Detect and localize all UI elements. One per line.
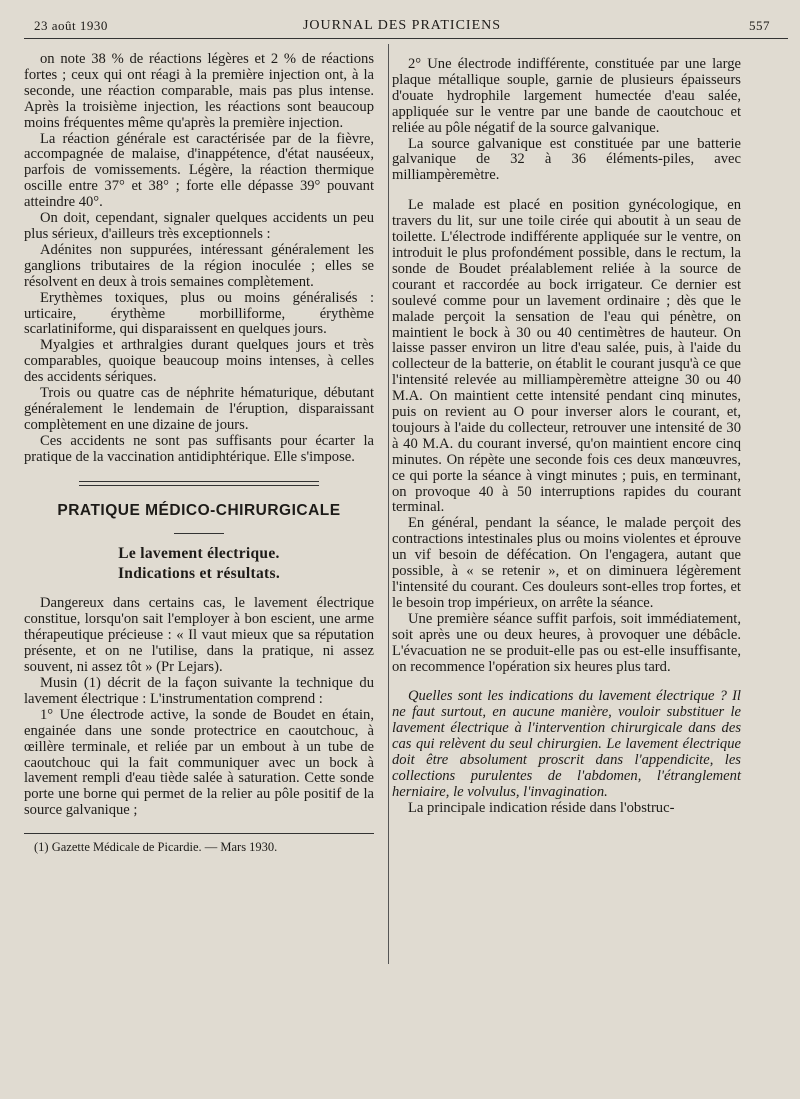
paragraph: 1° Une électrode active, la sonde de Boudet en étain, engainée dans une sonde protectrice en caoutchouc, à œillère terminale, et reliée par un embout à un tube de caoutchouc qui la fait communiquer avec un bock à lavement rempli d'eau tiède salée à saturation. Cette sonde porte une borne qui permet de la relier au pôle positif de la source galvanique ;	[24, 706, 374, 819]
page-number: 557	[749, 18, 770, 33]
header-rule	[24, 38, 788, 39]
indications-paragraph: Quelles sont les indications du lavement électrique ? Il ne faut surtout, en aucune manière, vouloir substituer le lavement électrique à l'intervention chirurgicale dans des cas qui relèvent du seul chirurgien. Le lavement électrique doit être absolument proscrit dans l'appendicite, les collections purulentes de l'abdomen, l'étranglement herniaire, le volvulus, l'invagination.	[392, 688, 741, 800]
right-column	[392, 57, 741, 817]
footnote: (1) Gazette Médicale de Picardie. — Mars 1930.	[34, 840, 278, 855]
paragraph: Le malade est placé en position gynécologique, en travers du lit, sur une toile cirée qui aboutit à un seau de toilette. L'électrode indifférente appliquée sur le ventre, on introduit le plus profondément possible, dans le rectum, la sonde de Boudet préalablement reliée à la source de courant et raccordée au bock irrigateur. Ce dernier est soulevé comme pour un lavement ordinaire ; dès que le malade perçoit la sensation de l'eau qui pénètre, on maintient le bock à 30 ou 40 centimètres de hauteur. On laisse passer environ un litre d'eau salée, puis, à l'aide du collecteur de la batterie, on établit le courant jusqu'à ce que l'intensité relevée au milliampèremètre atteigne 30 ou 40 M.A. On maintient cette intensité pendant cinq minutes, puis on revient au O pour inverser alors le courant, et, toujours à l'aide du collecteur, retrouver une intensité de 30 à 40 M.A. du courant inversé, qu'on maintient encore cinq minutes. On répète une seconde fois ces deux manœuvres, ce qui porte la séance à vingt minutes ; puis, en terminant, on provoque 40 à 50 interruptions rapides du courant terminal.	[392, 197, 741, 516]
section-divider	[79, 481, 319, 486]
article-title	[24, 544, 374, 584]
short-rule	[174, 533, 224, 534]
article-title-line1: Le lavement électrique.	[118, 545, 280, 563]
paragraph: Trois ou quatre cas de néphrite hématurique, débutant généralement le lendemain de l'éruption, disparaissant complètement en une dizaine de jours.	[24, 385, 374, 433]
paragraph: On doit, cependant, signaler quelques accidents un peu plus sérieux, d'ailleurs très exceptionnels :	[24, 210, 374, 242]
article-title-line2: Indications et résultats.	[117, 565, 281, 583]
paragraph: La source galvanique est constituée par une batterie galvanique de 32 à 36 éléments-piles, avec milliampèremètre.	[392, 135, 741, 184]
paragraph: 2° Une électrode indifférente, constituée par une large plaque métallique souple, garnie de plusieurs épaisseurs d'ouate hydrophile largement humectée d'eau salée, appliquée sur le ventre par une bande de caoutchouc et reliée au pôle négatif de la source galvanique.	[392, 56, 741, 136]
paragraph: La réaction générale est caractérisée par de la fièvre, accompagnée de malaise, d'inappétence, d'état nauséeux, parfois de vomissements. Légère, la réaction thermique oscille entre 37° et 38° ; forte elle dépasse 39° pouvant atteindre 40°.	[24, 130, 374, 211]
paragraph: Ces accidents ne sont pas suffisants pour écarter la pratique de la vaccination antidiphtérique. Elle s'impose.	[24, 432, 374, 465]
paragraph: Myalgies et arthralgies durant quelques jours et très comparables, quoique beaucoup moins intenses, à celles des accidents sériques.	[24, 337, 374, 386]
paragraph: La principale indication réside dans l'obstruc-	[408, 799, 675, 816]
left-column	[24, 52, 374, 855]
journal-title: JOURNAL DES PRATICIENS	[302, 18, 502, 33]
paragraph: Musin (1) décrit de la façon suivante la technique du lavement électrique : L'instrumentation comprend :	[24, 675, 374, 707]
column-divider	[388, 44, 389, 964]
section-heading: PRATIQUE MÉDICO-CHIRURGICALE	[57, 501, 341, 519]
footnote-rule	[24, 833, 374, 834]
paragraph: En général, pendant la séance, le malade perçoit des contractions intestinales plus ou moins violentes et éprouve un vif besoin de défécation. On l'engagera, autant que possible, à « se retenir », et on diminuera légèrement l'intensité du courant. Ces douleurs sont-elles trop fortes, et le besoin trop impérieux, on arrête la séance.	[392, 515, 741, 611]
paragraph: Adénites non suppurées, intéressant généralement les ganglions tributaires de la région inoculée ; elles se résolvent en deux à trois semaines complètement.	[24, 241, 374, 290]
paragraph: Une première séance suffit parfois, soit immédiatement, soit après une ou deux heures, à provoquer une débâcle. L'évacuation ne se produit-elle pas ou est-elle insuffisante, on recommence l'opération six heures plus tard.	[392, 610, 741, 675]
paragraph: Erythèmes toxiques, plus ou moins généralisés : urticaire, érythème morbilliforme, érythème scarlatiniforme, qui disparaissent en quelques jours.	[24, 289, 374, 338]
paragraph: Dangereux dans certains cas, le lavement électrique constitue, lorsqu'on sait l'employer à bon escient, une arme thérapeutique précieuse : « Il vaut mieux que sa réputation présente, et on ne l'utilise, dans la pratique, ni assez souvent, ni assez tôt » (Pr Lejars).	[24, 595, 374, 676]
page-header	[34, 14, 770, 38]
issue-date: 23 août 1930	[34, 18, 108, 33]
paragraph: on note 38 % de réactions légères et 2 % de réactions fortes ; ceux qui ont réagi à la première injection ont, à la seconde, une réaction comparable, mais pas plus intense. Après la troisième injection, les réactions sont beaucoup moins fréquentes même qu'après la première injection.	[24, 51, 374, 131]
